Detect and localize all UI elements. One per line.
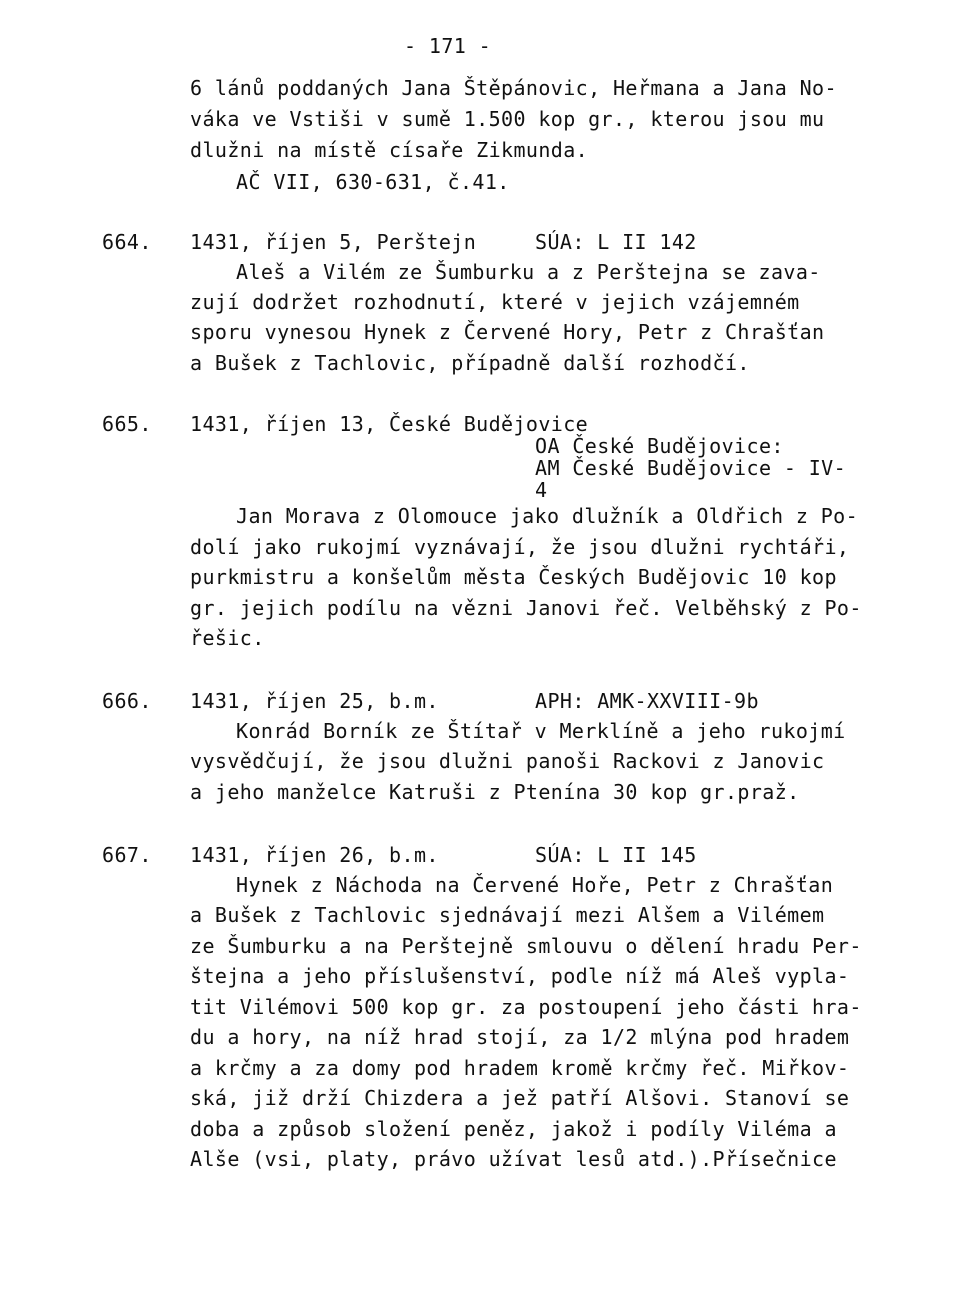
body-line: tit Vilémovi 500 kop gr. za postoupení jeho části hra- (190, 995, 862, 1019)
entry-header: 1431, říjen 25, b.m. (190, 689, 439, 713)
entry-number: 665. (102, 412, 152, 436)
body-line: Jan Morava z Olomouce jako dlužník a Oldřich z Po- (236, 504, 859, 528)
entry-number: 667. (102, 843, 152, 867)
entry-number: 666. (102, 689, 152, 713)
body-line: ze Šumburku a na Perštejně smlouvu o dělení hradu Per- (190, 934, 862, 958)
body-line: dlužni na místě císaře Zikmunda. (190, 138, 589, 162)
body-line: řešic. (190, 626, 265, 650)
entry-header: 1431, říjen 5, Perštejn (190, 230, 477, 254)
archive-reference: APH: AMK-XXVIII-9b (535, 689, 759, 713)
body-line: vysvědčují, že jsou dlužni panoši Rackovi z Janovic (190, 749, 825, 773)
body-line: a Bušek z Tachlovic, případně další rozhodčí. (190, 351, 750, 375)
body-line: štejna a jeho příslušenství, podle níž má Aleš vypla- (190, 964, 850, 988)
source-reference: AČ VII, 630-631, č.41. (236, 170, 510, 194)
body-line: zují dodržet rozhodnutí, které v jejich vzájemném (190, 290, 800, 314)
body-line: Alše (vsi, platy, právo užívat lesů atd.).Přísečnice (190, 1147, 837, 1171)
body-line: Hynek z Náchoda na Červené Hoře, Petr z Chrašťan (236, 873, 834, 897)
body-line: 6 lánů poddaných Jana Štěpánovic, Heřmana a Jana No- (190, 76, 837, 100)
archive-reference: 4 (535, 478, 548, 502)
body-line: ská, již drží Chizdera a jež patří Alšovi. Stanoví se (190, 1086, 850, 1110)
body-line: purkmistru a konšelům města Českých Budějovic 10 kop (190, 565, 837, 589)
body-line: a Bušek z Tachlovic sjednávají mezi Alšem a Vilémem (190, 903, 825, 927)
archive-reference: SÚA: L II 145 (535, 843, 697, 867)
body-line: a krčmy a za domy pod hradem kromě krčmy řeč. Miřkov- (190, 1056, 850, 1080)
archive-reference: OA České Budějovice: (535, 434, 784, 458)
archive-reference: SÚA: L II 142 (535, 230, 697, 254)
entry-header: 1431, říjen 26, b.m. (190, 843, 439, 867)
body-line: du a hory, na níž hrad stojí, za 1/2 mlýna pod hradem (190, 1025, 850, 1049)
body-line: doba a způsob složení peněz, jakož i podíly Viléma a (190, 1117, 837, 1141)
body-line: sporu vynesou Hynek z Červené Hory, Petr z Chrašťan (190, 320, 825, 344)
entry-header: 1431, říjen 13, České Budějovice (190, 412, 589, 436)
body-line: Aleš a Vilém ze Šumburku a z Perštejna se zava- (236, 260, 821, 284)
body-line: dolí jako rukojmí vyznávají, že jsou dlužni rychtáři, (190, 535, 850, 559)
body-line: Konrád Borník ze Štítař v Merklíně a jeho rukojmí (236, 719, 846, 743)
archive-reference: AM České Budějovice - IV- (535, 456, 847, 480)
page-number: - 171 - (404, 34, 492, 58)
entry-number: 664. (102, 230, 152, 254)
body-line: gr. jejich podílu na vězni Janovi řeč. Velběhský z Po- (190, 596, 862, 620)
body-line: a jeho manželce Katruši z Ptenína 30 kop gr.praž. (190, 780, 800, 804)
body-line: váka ve Vstiši v sumě 1.500 kop gr., kterou jsou mu (190, 107, 825, 131)
